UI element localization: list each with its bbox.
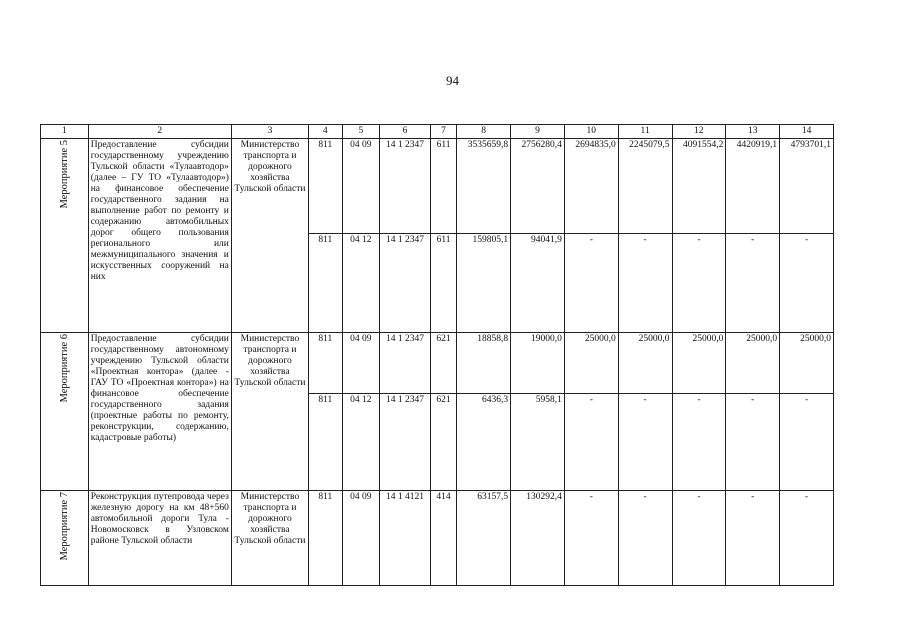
code-cell: 04 09 — [342, 491, 380, 586]
value-cell: 19000,0 — [511, 333, 565, 394]
value-cell: - — [672, 234, 726, 333]
measure-6-label-cell — [41, 333, 89, 491]
value-cell: - — [672, 491, 726, 586]
measure-7-label-cell — [41, 491, 89, 586]
table-row — [41, 491, 834, 586]
value-cell: 4793701,1 — [780, 139, 834, 234]
code-cell: 621 — [430, 333, 456, 394]
table-row — [41, 333, 834, 394]
value-cell: - — [618, 394, 672, 491]
code-cell: 14 1 2347 — [380, 139, 431, 234]
code-cell: 14 1 2347 — [380, 234, 431, 333]
header-cell: 4 — [309, 125, 343, 139]
value-cell: - — [780, 394, 834, 491]
code-cell: 14 1 2347 — [380, 333, 431, 394]
value-cell: - — [564, 491, 618, 586]
value-cell: 130292,4 — [511, 491, 565, 586]
code-cell: 811 — [309, 234, 343, 333]
code-cell: 04 12 — [342, 234, 380, 333]
measure-6-ministry: Министерство транспорта и дорожного хозяйства Тульской области — [231, 333, 308, 491]
value-cell: 6436,3 — [457, 394, 511, 491]
measure-6-description: Предоставление субсидии государственному автономному учреждению Тульской области «Проектная контора» (далее - ГАУ ТО «Проектная контора») на финансовое обеспечение государственного задания (проектные работы по ремонту, реконструкции, содержанию, кадастровые работы) — [88, 333, 231, 491]
measure-7-description: Реконструкция путепровода через железную дорогу на км 48+560 автомобильной дороги Тула - Новомосковск в Узловском районе Тульской области — [88, 491, 231, 586]
value-cell: 63157,5 — [457, 491, 511, 586]
value-cell: 25000,0 — [780, 333, 834, 394]
value-cell: 2694835,0 — [564, 139, 618, 234]
measure-5-ministry: Министерство транспорта и дорожного хозяйства Тульской области — [231, 139, 308, 333]
value-cell: - — [672, 394, 726, 491]
value-cell: 25000,0 — [726, 333, 780, 394]
value-cell: - — [564, 394, 618, 491]
value-cell: 25000,0 — [672, 333, 726, 394]
value-cell: 3535659,8 — [457, 139, 511, 234]
header-cell: 3 — [231, 125, 308, 139]
program-table — [40, 124, 834, 586]
code-cell: 611 — [430, 139, 456, 234]
value-cell: 18858,8 — [457, 333, 511, 394]
measure-5-description: Предоставление субсидии государственному учреждению Тульской области «Тулаавтодор» (далее – ГУ ТО «Тулаавтодор») на финансовое обеспечение государственного задания на выполнение работ по ремонту и содержанию автомобильных дорог общего пользования регионального или межмуниципального значения и искусственных сооружений на них — [88, 139, 231, 333]
value-cell: 94041,9 — [511, 234, 565, 333]
header-cell: 13 — [726, 125, 780, 139]
value-cell: - — [726, 394, 780, 491]
value-cell: - — [564, 234, 618, 333]
value-cell: - — [780, 234, 834, 333]
header-cell: 2 — [88, 125, 231, 139]
value-cell: - — [618, 234, 672, 333]
value-cell: - — [726, 491, 780, 586]
value-cell: 4420919,1 — [726, 139, 780, 234]
value-cell: 5958,1 — [511, 394, 565, 491]
value-cell: 159805,1 — [457, 234, 511, 333]
code-cell: 621 — [430, 394, 456, 491]
value-cell: - — [780, 491, 834, 586]
code-cell: 811 — [309, 394, 343, 491]
header-cell: 12 — [672, 125, 726, 139]
value-cell: 4091554,2 — [672, 139, 726, 234]
measure-5-label: Мероприятие 5 — [58, 140, 70, 209]
header-cell: 5 — [342, 125, 380, 139]
header-cell: 7 — [430, 125, 456, 139]
code-cell: 611 — [430, 234, 456, 333]
code-cell: 811 — [309, 139, 343, 234]
code-cell: 811 — [309, 491, 343, 586]
header-cell: 14 — [780, 125, 834, 139]
page-number: 94 — [446, 73, 459, 88]
measure-7-label: Мероприятие 7 — [58, 492, 70, 561]
code-cell: 14 1 4121 — [380, 491, 431, 586]
value-cell: - — [618, 491, 672, 586]
code-cell: 04 09 — [342, 139, 380, 234]
header-cell: 1 — [41, 125, 89, 139]
measure-6-label: Мероприятие 6 — [58, 334, 70, 403]
code-cell: 811 — [309, 333, 343, 394]
header-cell: 6 — [380, 125, 431, 139]
code-cell: 04 12 — [342, 394, 380, 491]
code-cell: 14 1 2347 — [380, 394, 431, 491]
header-cell: 9 — [511, 125, 565, 139]
code-cell: 414 — [430, 491, 456, 586]
measure-5-label-cell — [41, 139, 89, 333]
value-cell: 25000,0 — [564, 333, 618, 394]
header-cell: 10 — [564, 125, 618, 139]
value-cell: 2756280,4 — [511, 139, 565, 234]
header-row — [41, 125, 834, 139]
value-cell: 2245079,5 — [618, 139, 672, 234]
table-row — [41, 139, 834, 234]
header-cell: 11 — [618, 125, 672, 139]
measure-7-ministry: Министерство транспорта и дорожного хозяйства Тульской области — [231, 491, 308, 586]
value-cell: 25000,0 — [618, 333, 672, 394]
header-cell: 8 — [457, 125, 511, 139]
code-cell: 04 09 — [342, 333, 380, 394]
value-cell: - — [726, 234, 780, 333]
